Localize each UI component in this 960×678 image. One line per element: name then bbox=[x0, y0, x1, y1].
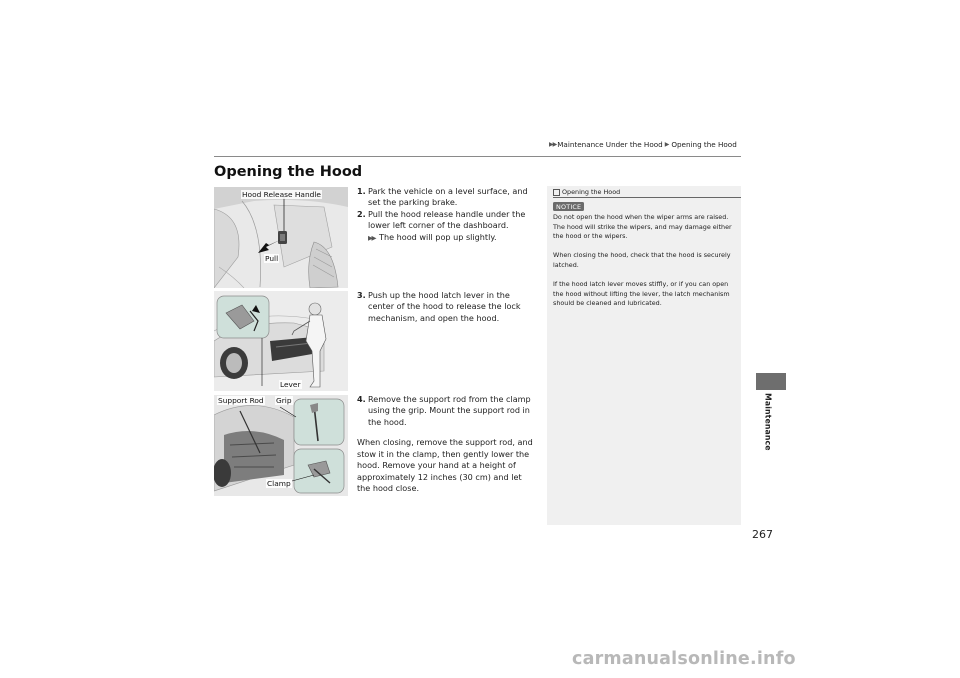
breadcrumb bbox=[549, 140, 737, 149]
support-rod-label: Support Rod bbox=[218, 396, 264, 405]
result-arrow-icon: ▶▶ bbox=[368, 233, 375, 242]
hood-release-handle-label: Hood Release Handle bbox=[242, 190, 321, 199]
step-number: 1. bbox=[357, 186, 366, 196]
breadcrumb-arrow-icon: ▶▶ bbox=[549, 141, 557, 148]
note-heading bbox=[553, 188, 620, 196]
breadcrumb-page[interactable]: Opening the Hood bbox=[671, 140, 737, 149]
step-2 bbox=[357, 209, 533, 244]
reference-icon bbox=[553, 189, 560, 196]
page-title: Opening the Hood bbox=[214, 164, 363, 180]
header-divider bbox=[214, 156, 741, 157]
step-number: 2. bbox=[357, 209, 366, 219]
note-body bbox=[553, 213, 737, 319]
step-text: Pull the hood release handle under the lower left corner of the dashboard. bbox=[368, 209, 526, 231]
closing-instructions: When closing, remove the support rod, and stow it in the clamp, then gently lower the hood. Remove your hand at a height of approximately 12 inches (30 cm) and let the hood close. bbox=[357, 437, 533, 493]
step-4 bbox=[357, 394, 533, 428]
page-number: 267 bbox=[752, 528, 773, 541]
step-result-text: The hood will pop up slightly. bbox=[379, 231, 497, 242]
note-paragraph: Do not open the hood when the wiper arms are raised. The hood will strike the wipers, and may damage either the hood or the wipers. bbox=[553, 213, 732, 241]
hood-release-illustration bbox=[214, 187, 348, 288]
step-number: 3. bbox=[357, 290, 366, 300]
breadcrumb-section[interactable]: Maintenance Under the Hood bbox=[557, 140, 663, 149]
note-divider bbox=[553, 197, 741, 198]
breadcrumb-separator-icon: ▶ bbox=[664, 141, 670, 148]
grip-label: Grip bbox=[276, 396, 292, 405]
section-tab-label[interactable]: Maintenance bbox=[763, 393, 773, 451]
section-tab-marker[interactable] bbox=[756, 373, 786, 390]
note-paragraph: If the hood latch lever moves stiffly, or if you can open the hood without lifting the lever, the latch mechanism should be cleaned and lubricated. bbox=[553, 280, 730, 308]
note-paragraph: When closing the hood, check that the hood is securely latched. bbox=[553, 251, 731, 269]
note-heading-text: Opening the Hood bbox=[562, 188, 621, 196]
watermark: carmanualsonline.info bbox=[572, 649, 796, 669]
step-text: Push up the hood latch lever in the center of the hood to release the lock mechanism, and open the hood. bbox=[368, 290, 521, 323]
step-text: Remove the support rod from the clamp using the grip. Mount the support rod in the hood. bbox=[368, 394, 531, 427]
step-result bbox=[368, 232, 533, 244]
support-rod-illustration bbox=[214, 395, 348, 496]
step-text: Park the vehicle on a level surface, and set the parking brake. bbox=[368, 186, 528, 208]
step-number: 4. bbox=[357, 394, 366, 404]
step-3 bbox=[357, 290, 533, 324]
hood-latch-illustration bbox=[214, 291, 348, 391]
step-1 bbox=[357, 186, 533, 209]
lever-label: Lever bbox=[280, 380, 301, 389]
pull-label: Pull bbox=[265, 254, 279, 263]
hood-release-drawing bbox=[214, 187, 348, 288]
hood-latch-drawing bbox=[214, 291, 348, 391]
clamp-label: Clamp bbox=[267, 479, 291, 488]
notice-badge: NOTICE bbox=[553, 202, 584, 211]
